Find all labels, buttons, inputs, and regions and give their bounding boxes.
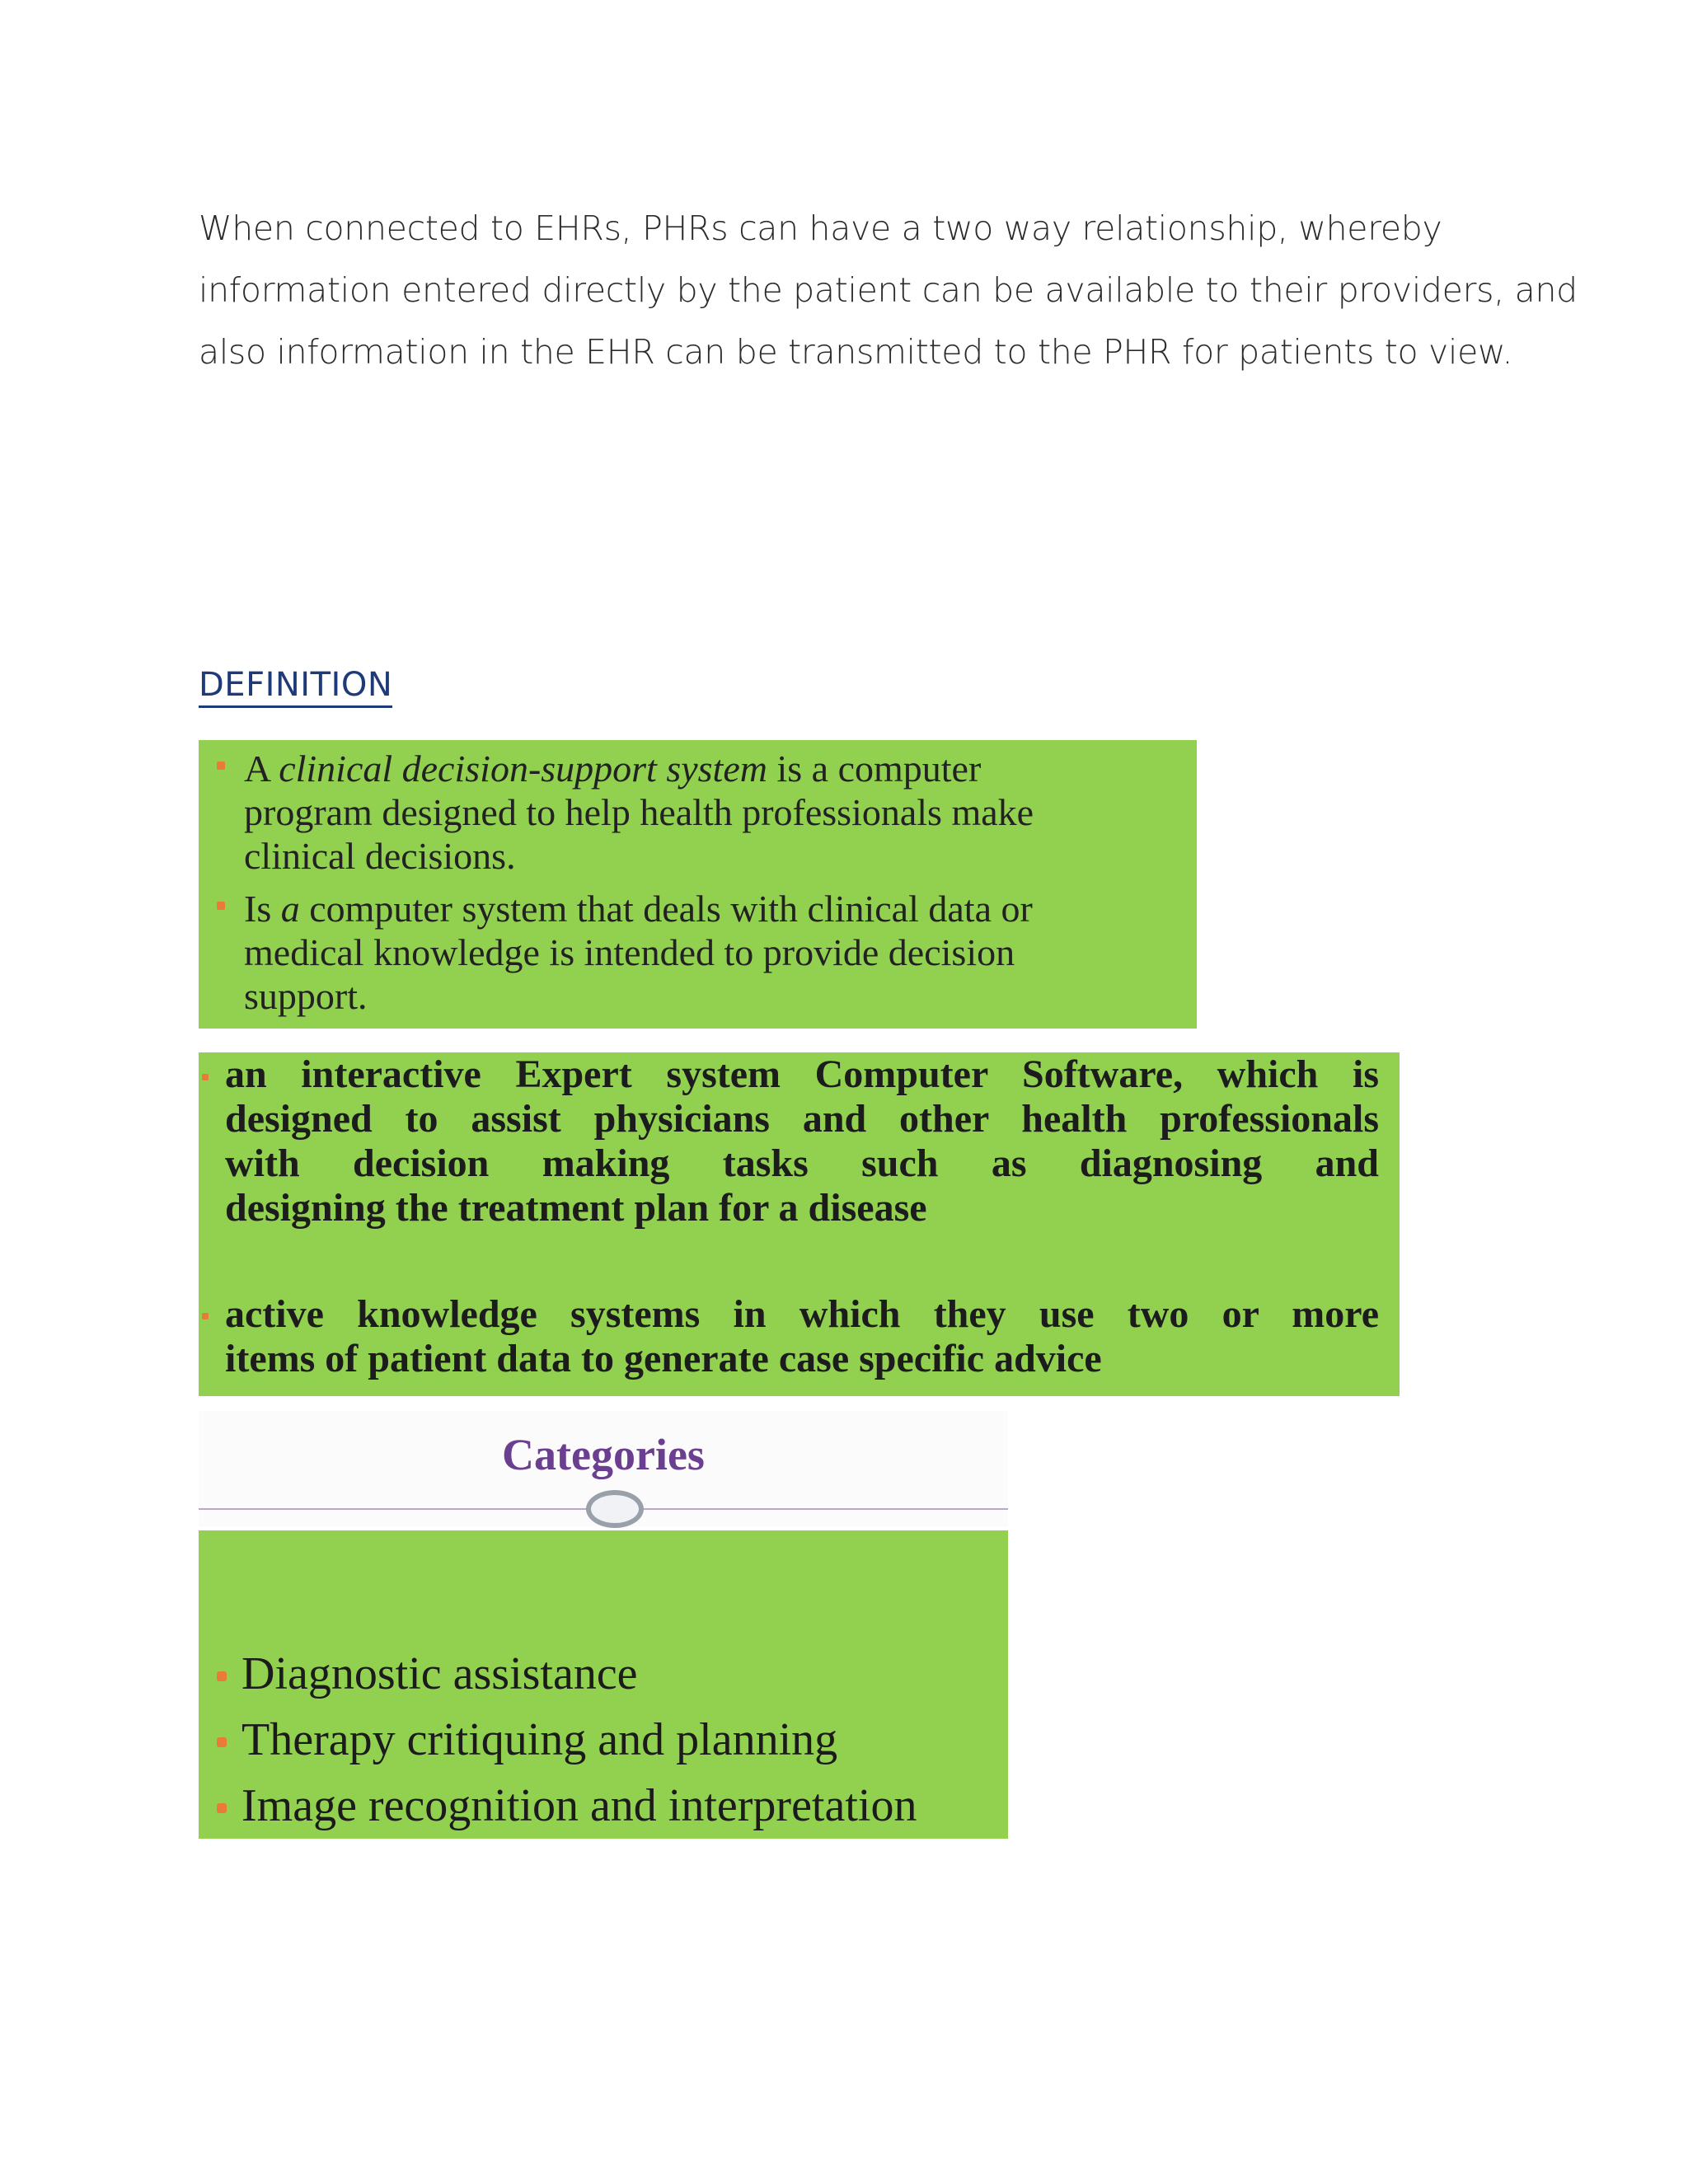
- definition-image-1: [199, 740, 1197, 1029]
- text-line: with decision making tasks such as diagnosing and: [225, 1141, 1379, 1185]
- categories-title: Categories: [502, 1430, 705, 1479]
- text-span: A: [244, 748, 279, 790]
- bullet-icon: [217, 1737, 227, 1747]
- italic-term: a: [280, 888, 300, 930]
- category-item: Image recognition and interpretation: [241, 1780, 917, 1831]
- text-line: items of patient data to generate case specific advice: [225, 1337, 1102, 1380]
- bullet-icon: [202, 1313, 209, 1319]
- text-line: support.: [244, 975, 368, 1017]
- bullet-icon: [202, 1074, 209, 1080]
- bullet-icon: [217, 762, 225, 770]
- text-line: clinical decisions.: [244, 835, 516, 877]
- text-line: active knowledge systems in which they use two or more: [225, 1292, 1379, 1336]
- text-line: designing the treatment plan for a disease: [225, 1186, 927, 1230]
- categories-header: [199, 1411, 1008, 1526]
- bullet-text: [225, 1052, 1379, 1230]
- bullet-text: [225, 1292, 1379, 1381]
- italic-term: clinical decision-support system: [279, 748, 767, 790]
- bullet-icon: [217, 1671, 227, 1681]
- intro-line: also information in the EHR can be transmitted to the PHR for patients to view.: [199, 332, 1513, 372]
- category-item: Diagnostic assistance: [241, 1648, 638, 1699]
- definition-heading: DEFINITION: [199, 666, 392, 708]
- definition-image-2: [199, 1052, 1400, 1396]
- text-line: designed to assist physicians and other health professionals: [225, 1097, 1379, 1141]
- intro-line: information entered directly by the patient can be available to their providers, and: [199, 270, 1578, 310]
- text-span: computer system that deals with clinical data or: [299, 888, 1033, 930]
- categories-image: [199, 1530, 1008, 1839]
- ring-icon: [586, 1490, 644, 1528]
- bullet-icon: [217, 902, 225, 910]
- text-line: program designed to help health professionals make: [244, 791, 1034, 833]
- bullet-text: [244, 747, 1034, 878]
- intro-line: When connected to EHRs, PHRs can have a two way relationship, whereby: [199, 209, 1442, 248]
- bullet-text: [244, 887, 1033, 1018]
- text-line: medical knowledge is intended to provide decision: [244, 931, 1015, 973]
- intro-paragraph: [199, 198, 1578, 383]
- text-span: is a computer: [767, 748, 982, 790]
- text-span: Is: [244, 888, 281, 930]
- category-item: Therapy critiquing and planning: [241, 1714, 838, 1765]
- bullet-icon: [217, 1803, 227, 1813]
- text-line: an interactive Expert system Computer Software, which is: [225, 1052, 1379, 1096]
